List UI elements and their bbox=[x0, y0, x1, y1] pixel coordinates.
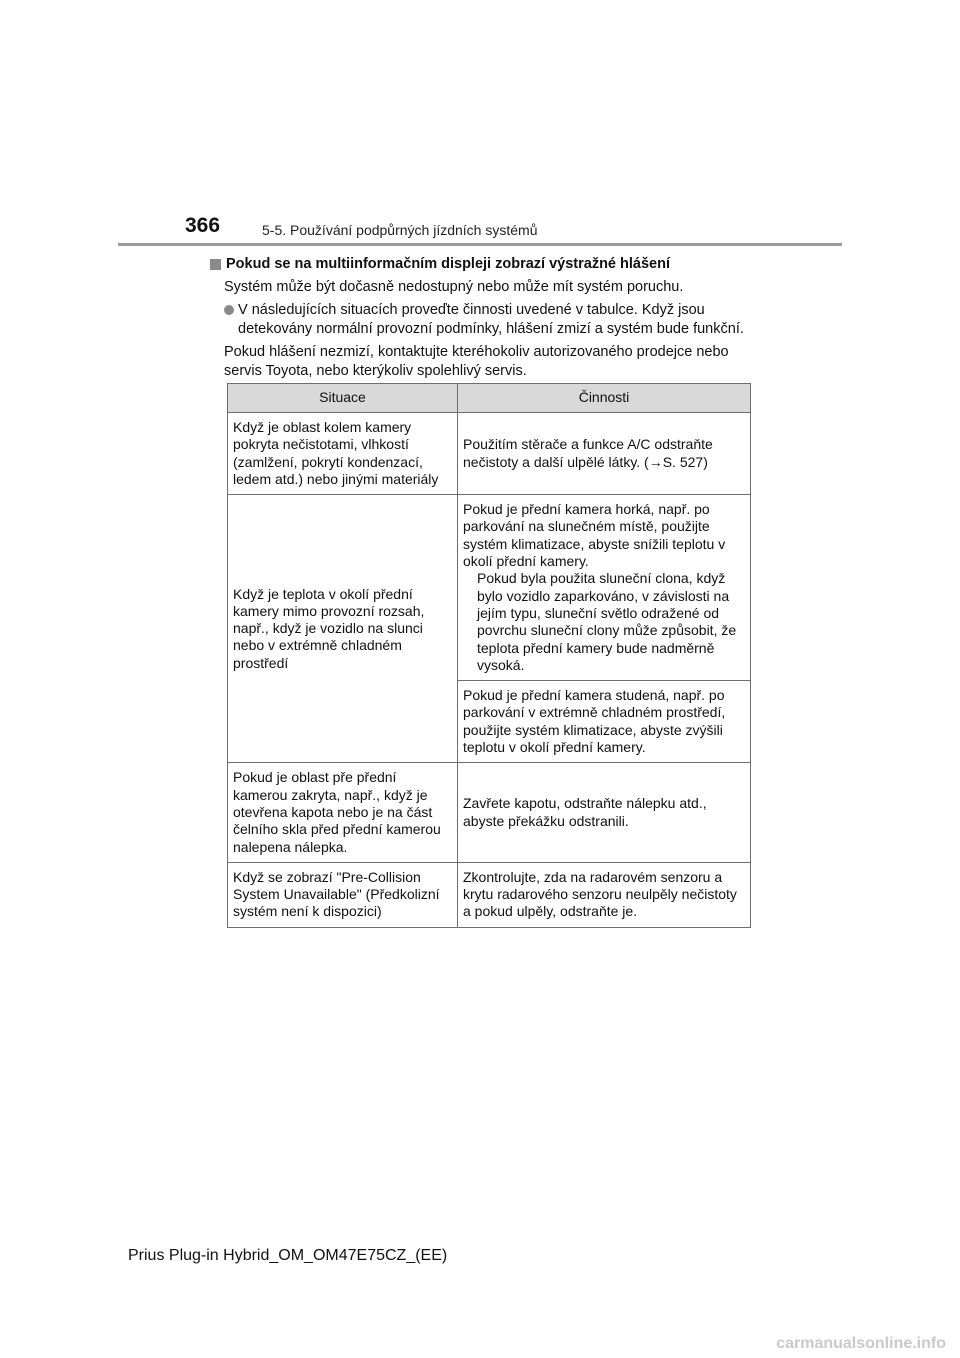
action-text: Pokud je přední kamera horká, např. po parkování na slunečném místě, použijte systém klimatizace, abyste snížili teplotu v okolí přední kamery. bbox=[463, 501, 726, 570]
action-cell: Pokud je přední kamera studená, např. po parkování v extrémně chladném prostředí, použijte systém klimatizace, abyste zvýšili teplotu v okolí přední kamery. bbox=[458, 681, 751, 763]
situation-cell: Pokud je oblast pře přední kamerou zakryta, např., když je otevřena kapota nebo je na část čelního skla před přední kamerou nalepena nálepka. bbox=[228, 763, 458, 862]
outro-paragraph: Pokud hlášení nezmizí, kontaktujte kteréhokoliv autorizovaného prodejce nebo servis Toyota, nebo kterýkoliv spolehlivý servis. bbox=[224, 344, 729, 379]
action-cell: Zkontrolujte, zda na radarovém senzoru a krytu radarového senzoru neulpěly nečistoty a pokud ulpěly, odstraňte je. bbox=[458, 862, 751, 927]
table-row bbox=[228, 862, 751, 927]
header-activity: Činnosti bbox=[458, 384, 751, 413]
action-note: Pokud byla použita sluneční clona, když bylo vozidlo zaparkováno, v závislosti na jejím typu, sluneční světlo odražené od povrchu sluneční clony může způsobit, že teplota přední kamery bude nadměrně vysoká. bbox=[477, 570, 737, 673]
situation-table bbox=[227, 383, 751, 928]
action-cell: Zavřete kapotu, odstraňte nálepku atd., abyste překážku odstranili. bbox=[458, 763, 751, 862]
content-block bbox=[210, 255, 755, 385]
manual-id-footer: Prius Plug-in Hybrid_OM_OM47E75CZ_(EE) bbox=[128, 1247, 448, 1264]
subheading bbox=[210, 255, 755, 274]
table-row bbox=[228, 495, 751, 681]
section-title: 5-5. Používání podpůrných jízdních systémů bbox=[262, 222, 538, 238]
action-cell: Použitím stěrače a funkce A/C odstraňte nečistoty a další ulpělé látky. (→S. 527) bbox=[458, 413, 751, 495]
table-header-row bbox=[228, 384, 751, 413]
table-row bbox=[228, 413, 751, 495]
action-cell bbox=[458, 495, 751, 681]
header-situation: Situace bbox=[228, 384, 458, 413]
situation-cell: Když se zobrazí "Pre-Collision System Unavailable" (Předkolizní systém není k dispozici) bbox=[228, 862, 458, 927]
intro-paragraph: Systém může být dočasně nedostupný nebo může mít systém poruchu. bbox=[224, 279, 684, 295]
watermark: carmanualsonline.info bbox=[776, 1335, 946, 1352]
page-number: 366 bbox=[185, 214, 221, 237]
bullet-text: V následujících situacích proveďte činnosti uvedené v tabulce. Když jsou detekovány normální provozní podmínky, hlášení zmizí a systém bude funkční. bbox=[238, 302, 744, 337]
table-row bbox=[228, 763, 751, 862]
situation-cell: Když je oblast kolem kamery pokryta nečistotami, vlhkostí (zamlžení, pokrytí kondenzací, ledem atd.) nebo jinými materiály bbox=[228, 413, 458, 495]
header-divider bbox=[118, 243, 842, 246]
subheading-text: Pokud se na multiinformačním displeji zobrazí výstražné hlášení bbox=[226, 256, 670, 272]
situation-cell: Když je teplota v okolí přední kamery mimo provozní rozsah, např., když je vozidlo na slunci nebo v extrémně chladném prostředí bbox=[228, 495, 458, 763]
bullet-item bbox=[210, 301, 755, 339]
square-bullet-icon bbox=[210, 259, 221, 270]
circle-bullet-icon bbox=[224, 305, 234, 315]
